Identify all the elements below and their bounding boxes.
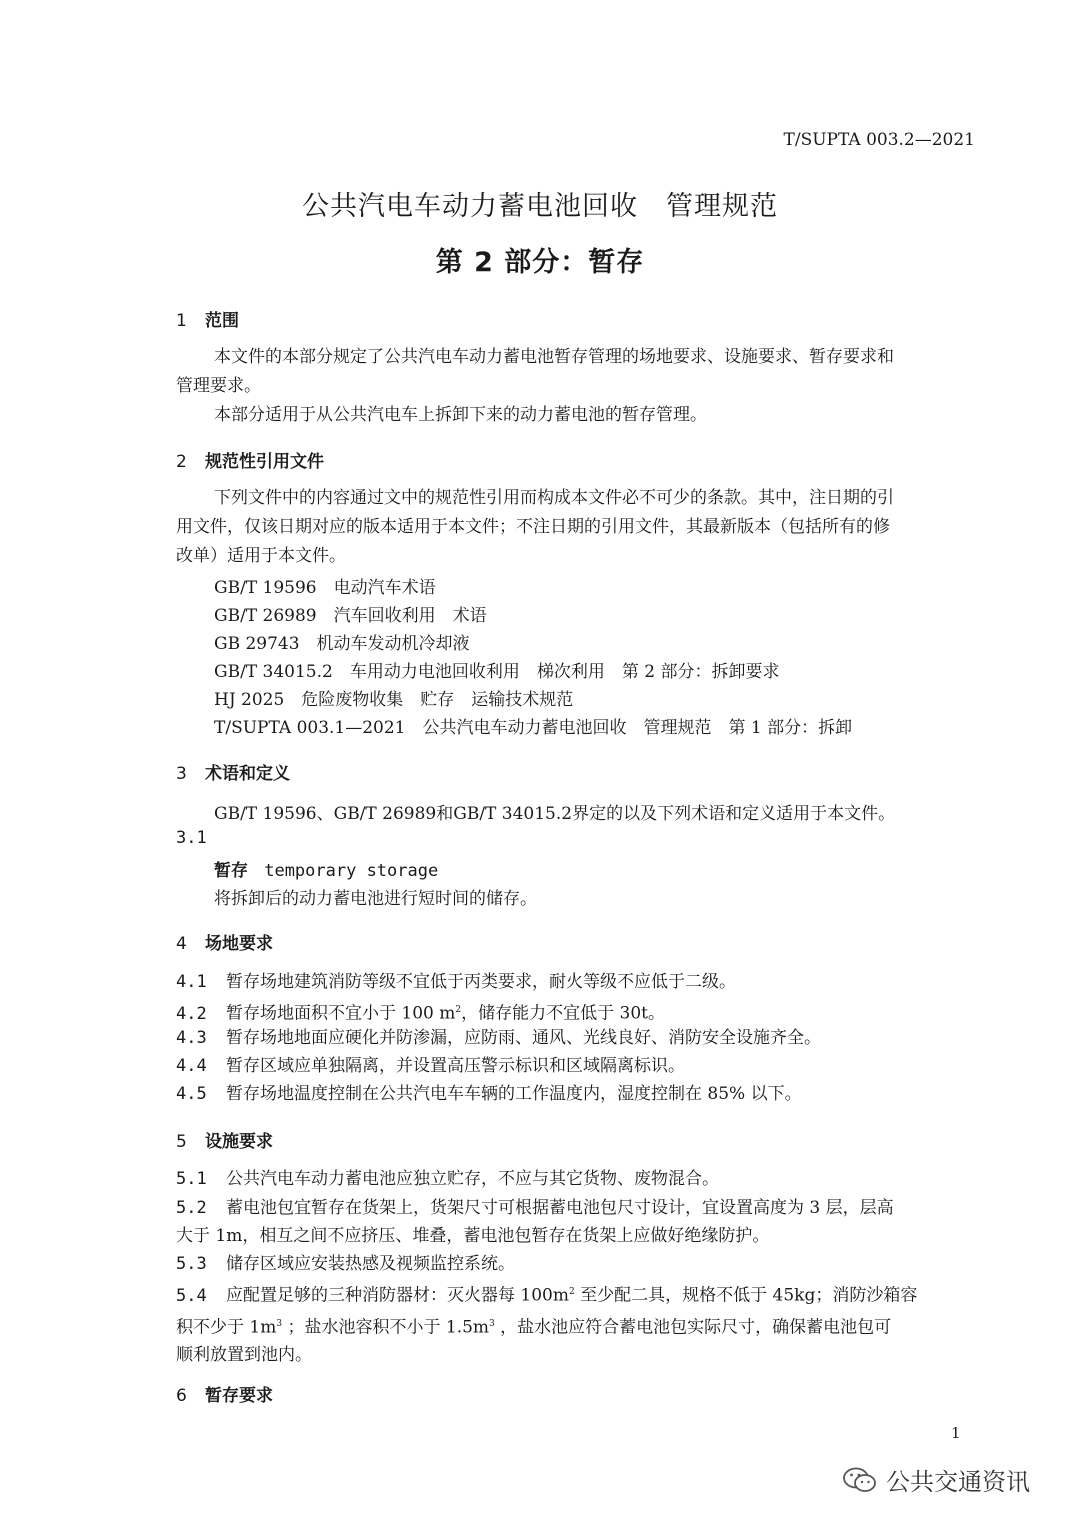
section-title: 场地要求 [205, 934, 273, 954]
clause-text: 顺利放置到池内。 [176, 1345, 312, 1366]
clause-text: 积不少于 1m [176, 1317, 277, 1338]
reference-item: GB/T 19596 电动汽车术语 [214, 578, 436, 598]
scope-paragraph [176, 343, 976, 430]
term-number: 3.1 [176, 828, 207, 848]
clause-text: 蓄电池包宜暂存在货架上，货架尺寸可根据蓄电池包尺寸设计，宜设置高度为 3 层，层高 [226, 1198, 894, 1218]
reference-item: HJ 2025 危险废物收集 贮存 运输技术规范 [214, 690, 574, 710]
clause-text: 至少配二具，规格不低于 45kg；消防沙箱容 [574, 1285, 918, 1306]
watermark-text: 公共交通资讯 [886, 1468, 1030, 1496]
clause-text: 公共汽电车动力蓄电池应独立贮存，不应与其它货物、废物混合。 [226, 1169, 719, 1189]
clause-5-1 [176, 1165, 976, 1193]
clause-5-3 [176, 1250, 976, 1278]
section-number: 3 [176, 764, 187, 784]
clause-5-4 [176, 1278, 976, 1369]
section-number: 6 [176, 1386, 187, 1406]
text-line: 用文件，仅该日期对应的版本适用于本文件；不注日期的引用文件，其最新版本（包括所有的修 [176, 517, 890, 537]
clause-number: 4.5 [176, 1084, 207, 1104]
clause-text: ，盐水池应符合蓄电池包实际尺寸，确保蓄电池包可 [494, 1317, 892, 1338]
text-line: 改单）适用于本文件。 [176, 546, 346, 566]
section-title: 暂存要求 [205, 1386, 273, 1406]
text-line: 本部分适用于从公共汽电车上拆卸下来的动力蓄电池的暂存管理。 [214, 405, 707, 425]
clause-number: 4.2 [176, 1003, 207, 1024]
reference-item: GB 29743 机动车发动机冷却液 [214, 634, 470, 654]
superscript: 3 [276, 1318, 283, 1329]
document-subtitle: 第 2 部分：暂存 [435, 247, 645, 278]
section-heading-site [176, 929, 273, 954]
clause-text: ，储存能力不宜低于 30t。 [461, 1003, 665, 1024]
term-chinese: 暂存 [214, 861, 248, 881]
term-definition: 将拆卸后的动力蓄电池进行短时间的储存。 [214, 889, 537, 909]
clause-number: 4.1 [176, 972, 207, 992]
reference-item: GB/T 26989 汽车回收利用 术语 [214, 606, 487, 626]
clause-4-5 [176, 1080, 976, 1108]
clause-number: 5.2 [176, 1198, 207, 1218]
page-number: 1 [951, 1424, 961, 1442]
section-number: 1 [176, 311, 187, 331]
text-line: 下列文件中的内容通过文中的规范性引用而构成本文件必不可少的条款。其中，注日期的引 [214, 488, 894, 508]
clause-text: 暂存场地建筑消防等级不宜低于丙类要求，耐火等级不应低于二级。 [226, 972, 736, 992]
clause-4-4 [176, 1052, 976, 1080]
clause-4-2 [176, 996, 976, 1028]
clause-number: 5.1 [176, 1169, 207, 1189]
document-title: 公共汽电车动力蓄电池回收 管理规范 [302, 191, 778, 222]
superscript: 2 [455, 1005, 462, 1015]
standard-code: T/SUPTA 003.2—2021 [783, 130, 975, 150]
references-paragraph [176, 484, 976, 571]
clause-4-1 [176, 968, 976, 996]
section-title: 规范性引用文件 [205, 452, 324, 472]
section-number: 5 [176, 1132, 187, 1152]
wechat-icon [842, 1466, 878, 1494]
text-line: 管理要求。 [176, 376, 261, 396]
term-english: temporary storage [264, 861, 439, 881]
clause-text: 大于 1m，相互之间不应挤压、堆叠，蓄电池包暂存在货架上应做好绝缘防护。 [176, 1226, 770, 1246]
clause-text: 应配置足够的三种消防器材：灭火器每 100m [226, 1285, 569, 1306]
section-heading-terms [176, 759, 290, 784]
text-line: 本文件的本部分规定了公共汽电车动力蓄电池暂存管理的场地要求、设施要求、暂存要求和 [214, 347, 894, 367]
clause-text: ；盐水池容积不小于 1.5m [282, 1317, 490, 1338]
superscript: 2 [568, 1287, 575, 1297]
section-number: 2 [176, 452, 187, 472]
section-heading-facilities [176, 1127, 273, 1152]
section-title: 设施要求 [205, 1132, 273, 1152]
reference-item: T/SUPTA 003.1—2021 公共汽电车动力蓄电池回收 管理规范 第 1 部分：拆卸 [214, 718, 853, 738]
section-heading-storage [176, 1381, 273, 1406]
term-entry [214, 856, 438, 881]
section-number: 4 [176, 934, 187, 954]
clause-4-3 [176, 1024, 976, 1052]
clause-number: 5.4 [176, 1285, 207, 1306]
section-title: 范围 [205, 311, 239, 331]
section-heading-scope [176, 306, 239, 331]
clause-text: 暂存场地地面应硬化并防渗漏，应防雨、通风、光线良好、消防安全设施齐全。 [226, 1028, 821, 1048]
clause-5-2 [176, 1194, 976, 1250]
clause-text: 暂存场地温度控制在公共汽电车车辆的工作温度内，湿度控制在 85% 以下。 [226, 1084, 802, 1104]
clause-number: 5.3 [176, 1254, 207, 1274]
terms-intro: GB/T 19596、GB/T 26989和GB/T 34015.2界定的以及下列术语和定义适用于本文件。 [214, 804, 896, 824]
reference-item: GB/T 34015.2 车用动力电池回收利用 梯次利用 第 2 部分：拆卸要求 [214, 662, 780, 682]
section-title: 术语和定义 [205, 764, 290, 784]
watermark [842, 1462, 1030, 1497]
section-heading-normative-references [176, 447, 324, 472]
clause-number: 4.4 [176, 1056, 207, 1076]
clause-text: 暂存场地面积不宜小于 100 m [226, 1003, 456, 1024]
clause-text: 储存区域应安装热感及视频监控系统。 [226, 1254, 515, 1274]
clause-number: 4.3 [176, 1028, 207, 1048]
superscript: 3 [489, 1318, 495, 1329]
clause-text: 暂存区域应单独隔离，并设置高压警示标识和区域隔离标识。 [226, 1056, 685, 1076]
